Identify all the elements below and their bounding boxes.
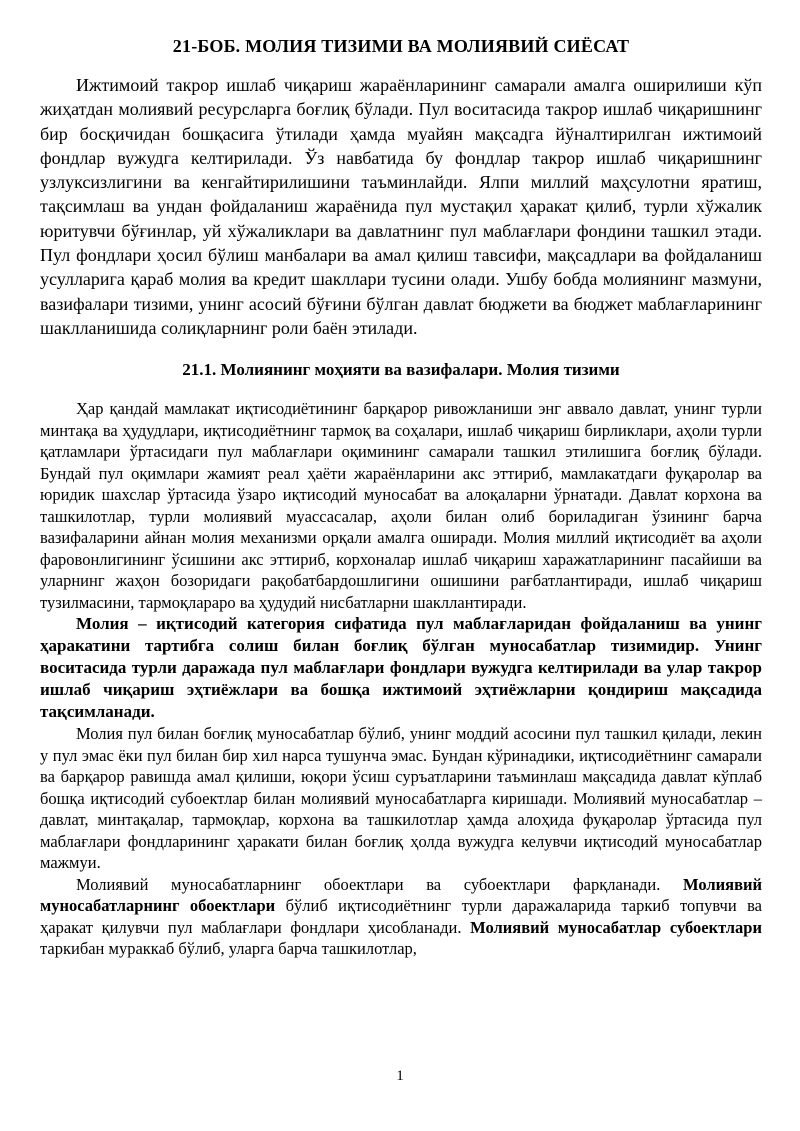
section-title: 21.1. Молиянинг моҳияти ва вазифалари. Молия тизими xyxy=(182,360,620,380)
chapter-title: 21-БОБ. МОЛИЯ ТИЗИМИ ВА МОЛИЯВИЙ СИЁСАТ xyxy=(172,36,630,56)
paragraph-1: Ҳар қандай мамлакат иқтисодиётининг барқарор ривожланиши энг аввало давлат, унинг турли минтақа ва ҳудудлари, иқтисодиётнинг тармоқ ва соҳалари, ишлаб чиқариш бирликлари, аҳоли турли қатламлари ўртасидаги пул маблағлари оқимининг самарали ташкил этилишига боғлиқ бўлади. Бундай пул оқимлари жамият реал ҳаёти жараёнларини акс эттириб, мамлакатдаги фуқаролар ва юридик шахслар ўртасида ўзаро иқтисодий муносабат ва алоқаларни ўрнатади. Давлат корхона ва ташкилотлар, турли молиявий муассасалар, аҳоли билан олиб бориладиган ўзининг барча вазифаларини айнан молия механизми орқали амалга оширади. Молия миллий иқтисодиёт ва аҳоли фаровонлигининг ўсишини акс эттириб, корхоналар ишлаб чиқариш харажатларининг пасайиши ва уларнинг жаҳон бозоридаги рақобатбардошлигини ошишини рағбатлантиради, ишлаб чиқариш тузилмасини, тармоқлараро ва ҳудудий нисбатларни шакллантиради. xyxy=(40,399,762,612)
paragraph-3-text-3: таркибан мураккаб бўлиб, уларга барча ташкилотлар, xyxy=(40,939,417,959)
intro-block xyxy=(40,73,762,340)
intro-paragraph: Ижтимоий такрор ишлаб чиқариш жараёнларининг самарали амалга оширилиши кўп жиҳатдан молиявий ресурсларга боғлиқ бўлади. Пул воситасида такрор ишлаб чиқаришнинг бир босқичидан бошқасига ўтилади ҳамда муайян мақсадга йўналтирилган ижтимоий фондлар вужудга келтирилади. Ўз навбатида бу фондлар такрор ишлаб чиқаришнинг узлуксизлигини ва кенгайтирилишини таъминлайди. Ялпи миллий маҳсулотни яратиш, тақсимлаш ва ундан фойдаланиш жараёнида пул мустақил ҳаракат қилиб, турли хўжалик юритувчи бўғинлар, уй хўжаликлари ва давлатнинг пул маблағлари фондини ташкил этади. Пул фондлари ҳосил бўлиш манбалари ва амал қилиш тавсифи, мақсадлари ва фойдаланиш усулларига қараб молия ва кредит шакллари тусини олади. Ушбу бобда молиянинг мазмуни, вазифалари тизими, унинг асосий бўғини бўлган давлат бюджети ва бюджет маблағларининг шаклланишида солиқларнинг роли баён этилади. xyxy=(40,75,762,338)
page-number: 1 xyxy=(396,1068,404,1084)
paragraph-3-bold-2: Молиявий муносабатлар субоектлари xyxy=(470,917,762,937)
paragraph-3-text-1: Молиявий муносабатларнинг обоектлари ва субоектлари фарқланади. xyxy=(76,874,683,894)
document-page xyxy=(40,36,762,960)
paragraph-3-text-2: бўлиб иқтисодиётнинг турли даражаларида таркиб топувчи ва ҳаракат қилувчи пул маблағлари фондлари ҳисобланади. xyxy=(40,896,763,937)
paragraph-3-bold-1: Молиявий муносабатларнинг обоектлари xyxy=(40,874,762,916)
paragraph-2: Молия пул билан боғлиқ муносабатлар бўлиб, унинг моддий асосини пул ташкил қилади, лекин у пул эмас ёки пул билан бир хил нарса тушунча эмас. Бундан кўринадики, иқтисодиётнинг самарали ва барқарор равишда амал қилиши, юқори ўсиш суръатларини таъминлаш мақсадида давлат кўплаб бошқа иқтисодий субоектлар билан молиявий муносабатларга киришади. Молиявий муносабатлар – давлат, минтақалар, тармоқлар, корхона ва ташкилотлар ҳамда алоҳида фуқаролар ўртасида пул маблағлари фондларининг ҳаракати билан боғлиқ ҳолда вужудга келувчи иқтисодий муносабатлар мажмуи. xyxy=(40,724,762,873)
definition-paragraph: Молия – иқтисодий категория сифатида пул маблағларидан фойдаланиш ва унинг ҳаракатини тартибга солиш билан боғлиқ бўлган муносабатлар тизимидир. Унинг воситасида турли даражада пул маблағлари фондлари вужудга келтирилади ва улар такрор ишлаб чиқариш эҳтиёжлари ва бошқа ижтимоий эҳтиёжларни қондириш мақсадида тақсимланади. xyxy=(40,614,762,722)
section-body xyxy=(40,398,762,960)
paragraph-3 xyxy=(40,874,762,960)
